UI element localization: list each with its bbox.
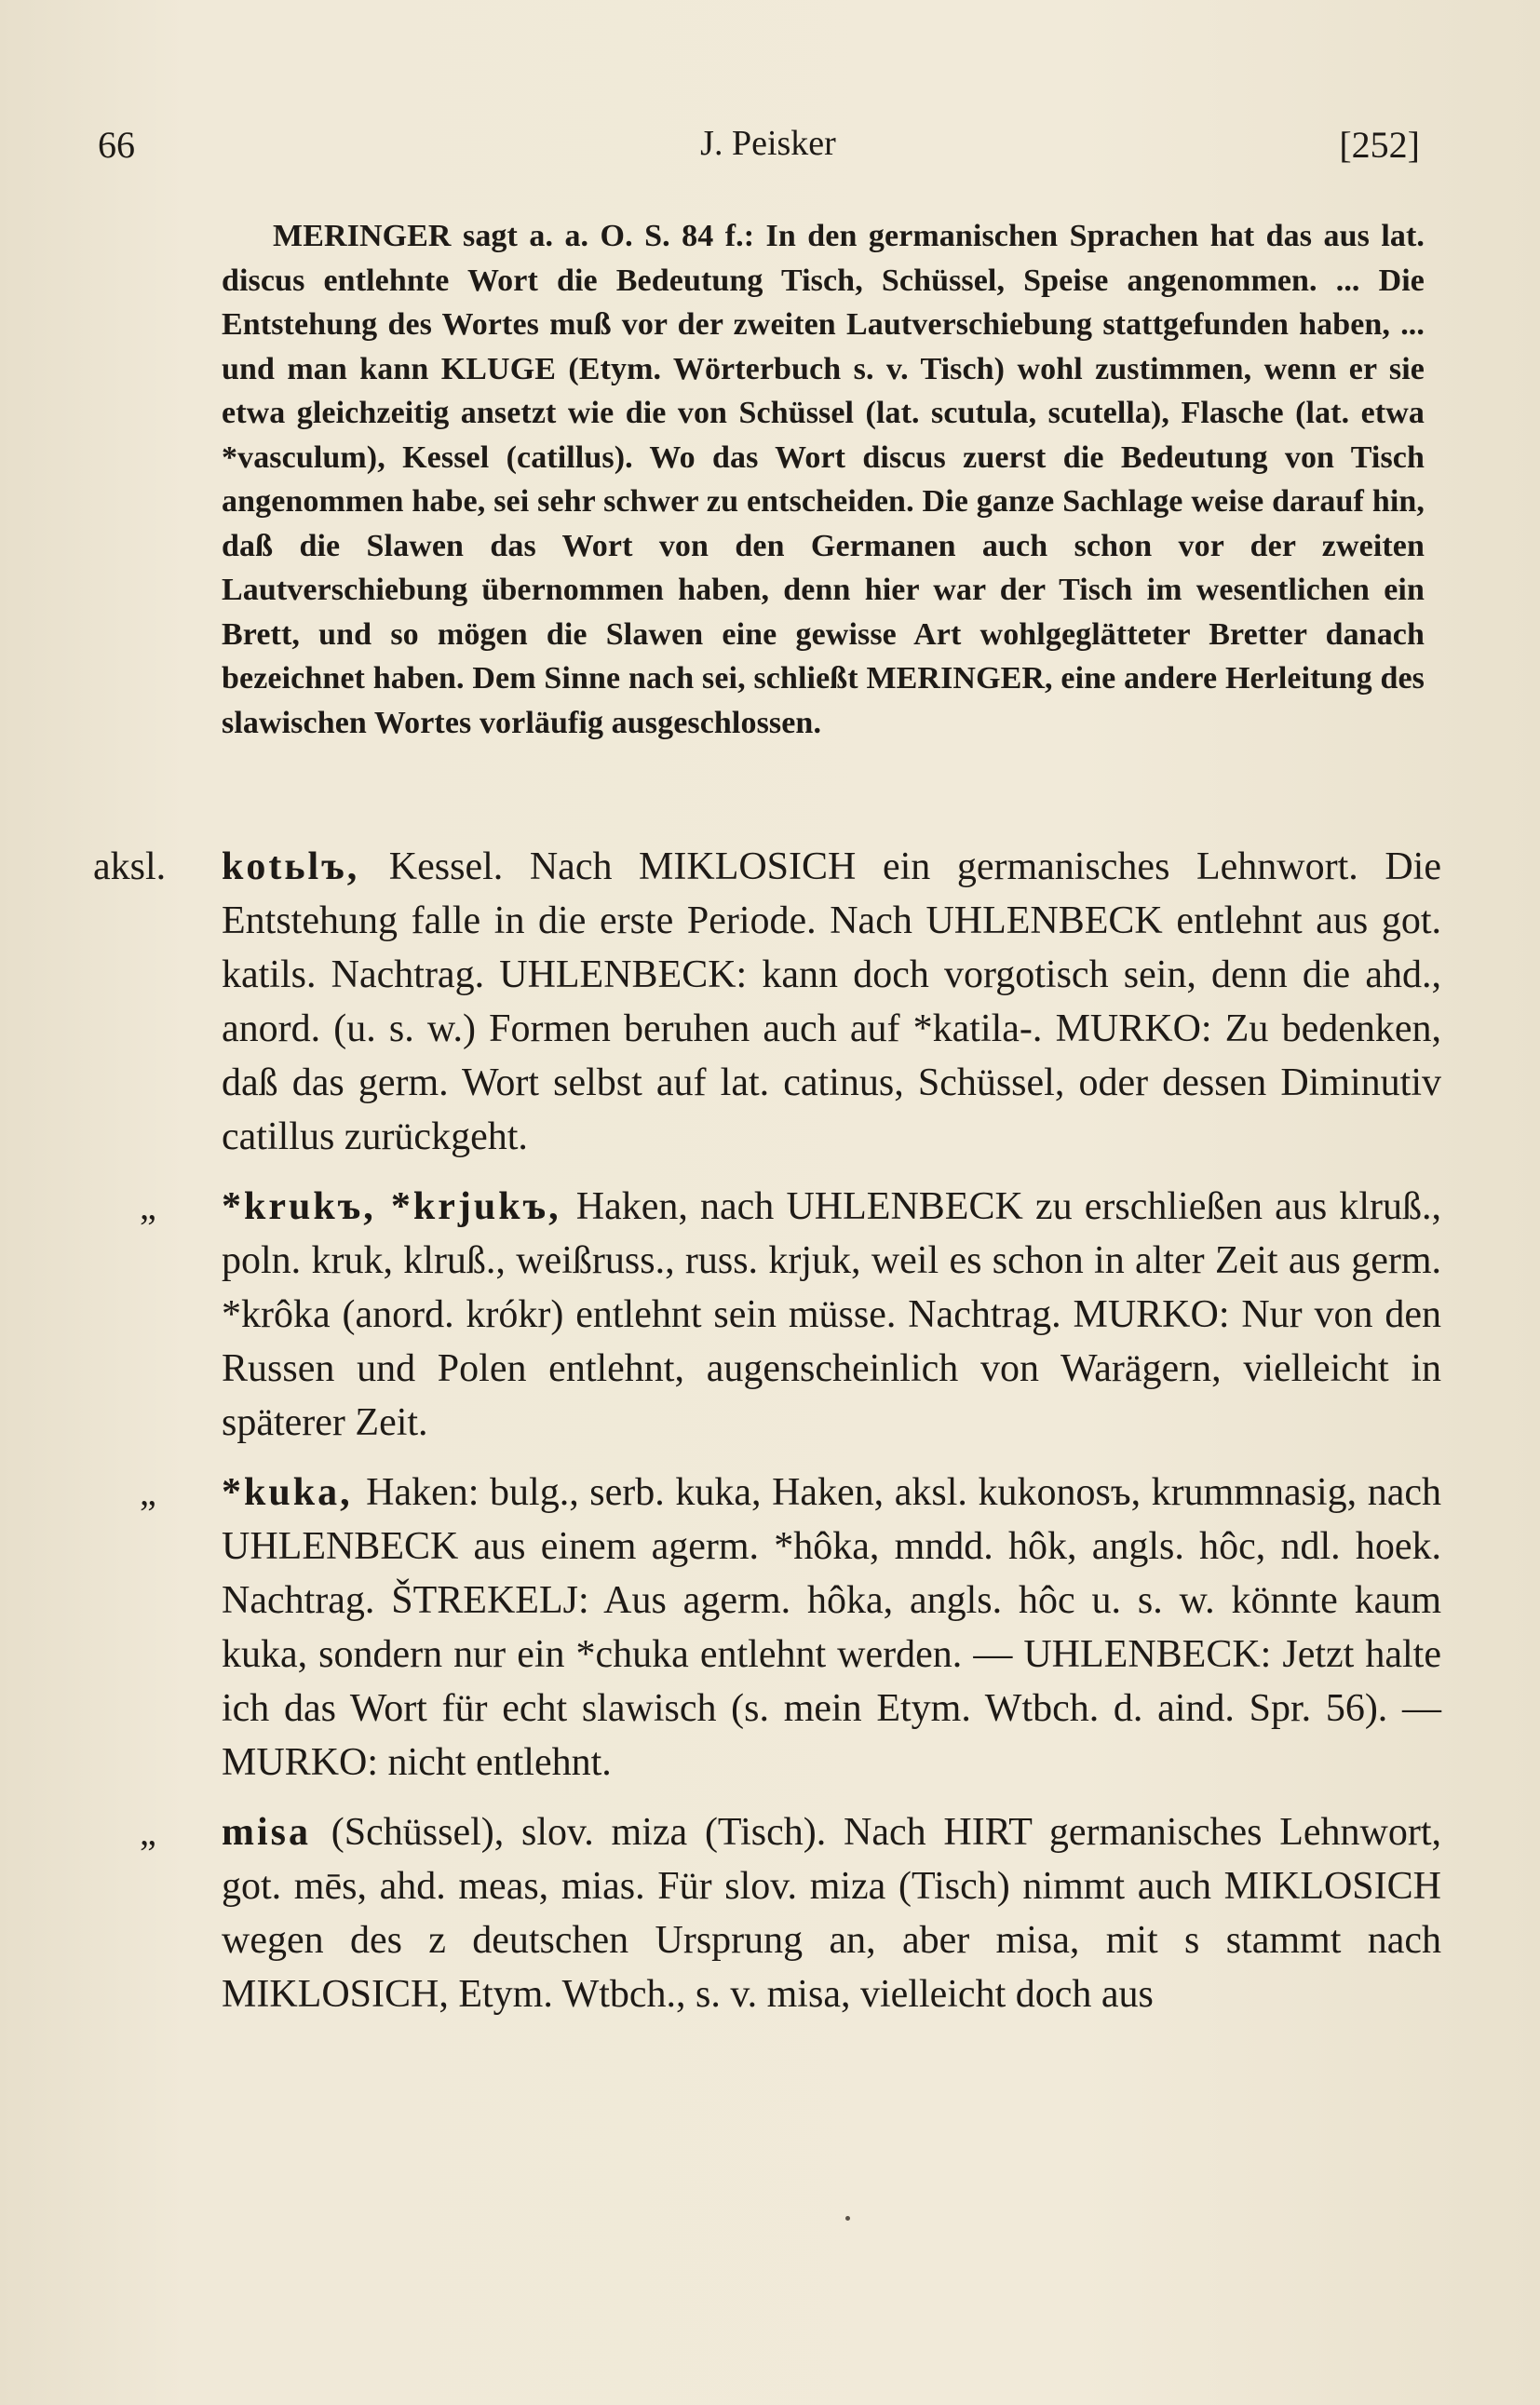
small-print-note — [222, 214, 1425, 745]
entry-kotel — [93, 840, 1441, 1164]
entry-marker: „ — [140, 1811, 156, 1853]
entry-kruk — [140, 1180, 1441, 1450]
entry-text: Haken: bulg., serb. kuka, Haken, aksl. kukonosъ, krummnasig, nach UHLENBECK aus einem agerm. *hôka, mndd. hôk, angls. hôc, ndl. hoek. Nachtrag. ŠTREKELJ: Aus agerm. hôka, angls. hôc u. s. w. könnte kaum kuka, sondern nur ein *chuka entlehnt werden. — UHLENBECK: Jetzt halte ich das Wort für echt slawisch (s. mein Etym. Wtbch. d. aind. Spr. 56). — MURKO: nicht entlehnt. — [222, 1471, 1441, 1784]
entry-misa — [140, 1805, 1441, 2021]
note-paragraph: MERINGER sagt a. a. O. S. 84 f.: In den germanischen Sprachen hat das aus lat. discus entlehnte Wort die Bedeutung Tisch, Schüssel, Speise angenommen. ... Die Entstehung des Wortes muß vor der zweiten Lautverschiebung stattgefunden haben, ... und man kann KLUGE (Etym. Wörterbuch s. v. Tisch) wohl zustimmen, wenn er sie etwa gleichzeitig ansetzt wie die von Schüssel (lat. scutula, scutella), Flasche (lat. etwa *vasculum), Kessel (catillus). Wo das Wort discus zuerst die Bedeutung von Tisch angenommen habe, sei sehr schwer zu entscheiden. Die ganze Sachlage weise darauf hin, daß die Slawen das Wort von den Germanen auch schon vor der zweiten Lautverschiebung übernommen haben, denn hier war der Tisch im wesentlichen ein Brett, und so mögen die Slawen eine gewisse Art wohlgeglätteter Bretter danach bezeichnet haben. Dem Sinne nach sei, schließt MERINGER, eine andere Herleitung des slawischen Wortes vorläufig ausgeschlossen. — [222, 219, 1425, 740]
entry-marker: aksl. — [93, 845, 167, 888]
running-head: J. Peisker — [700, 124, 836, 163]
bracketed-page-number: [252] — [1339, 124, 1420, 166]
entry-text: Haken, nach UHLENBECK zu erschließen aus klruß., poln. kruk, klruß., weißruss., russ. krjuk, weil es schon in alter Zeit aus germ. *krôka (anord. krókr) entlehnt sein müsse. Nachtrag. MURKO: Nur von den Russen und Polen entlehnt, augenscheinlich von Warägern, vielleicht in späterer Zeit. — [222, 1185, 1441, 1444]
entry-marker: „ — [140, 1185, 156, 1227]
page-number: 66 — [98, 124, 135, 166]
entry-headword: *kuka, — [222, 1471, 367, 1514]
entry-text: Kessel. Nach MIKLOSICH ein germanisches Lehnwort. Die Entstehung falle in die erste Periode. Nach UHLENBECK entlehnt aus got. katils. Nachtrag. UHLENBECK: kann doch vorgotisch sein, denn die ahd., anord. (u. s. w.) Formen beruhen auch auf *katila-. MURKO: Zu bedenken, daß das germ. Wort selbst auf lat. catinus, Schüssel, oder dessen Diminutiv catillus zurückgeht. — [222, 845, 1441, 1158]
entry-headword: kotьlъ, — [222, 845, 389, 888]
entry-marker: „ — [140, 1471, 156, 1513]
entry-kuka — [140, 1466, 1441, 1790]
entry-text: (Schüssel), slov. miza (Tisch). Nach HIRT germanisches Lehnwort, got. mēs, ahd. meas, mias. Für slov. miza (Tisch) nimmt auch MIKLOSICH wegen des z deutschen Ursprung an, aber misa, mit s stammt nach MIKLOSICH, Etym. Wtbch., s. v. misa, vielleicht doch aus — [222, 1811, 1441, 2016]
entry-list — [93, 840, 1441, 2037]
entry-headword: *krukъ, *krjukъ, — [222, 1185, 576, 1228]
entry-headword: misa — [222, 1811, 331, 1854]
page-header — [98, 123, 1439, 188]
ink-speck — [845, 2216, 850, 2221]
